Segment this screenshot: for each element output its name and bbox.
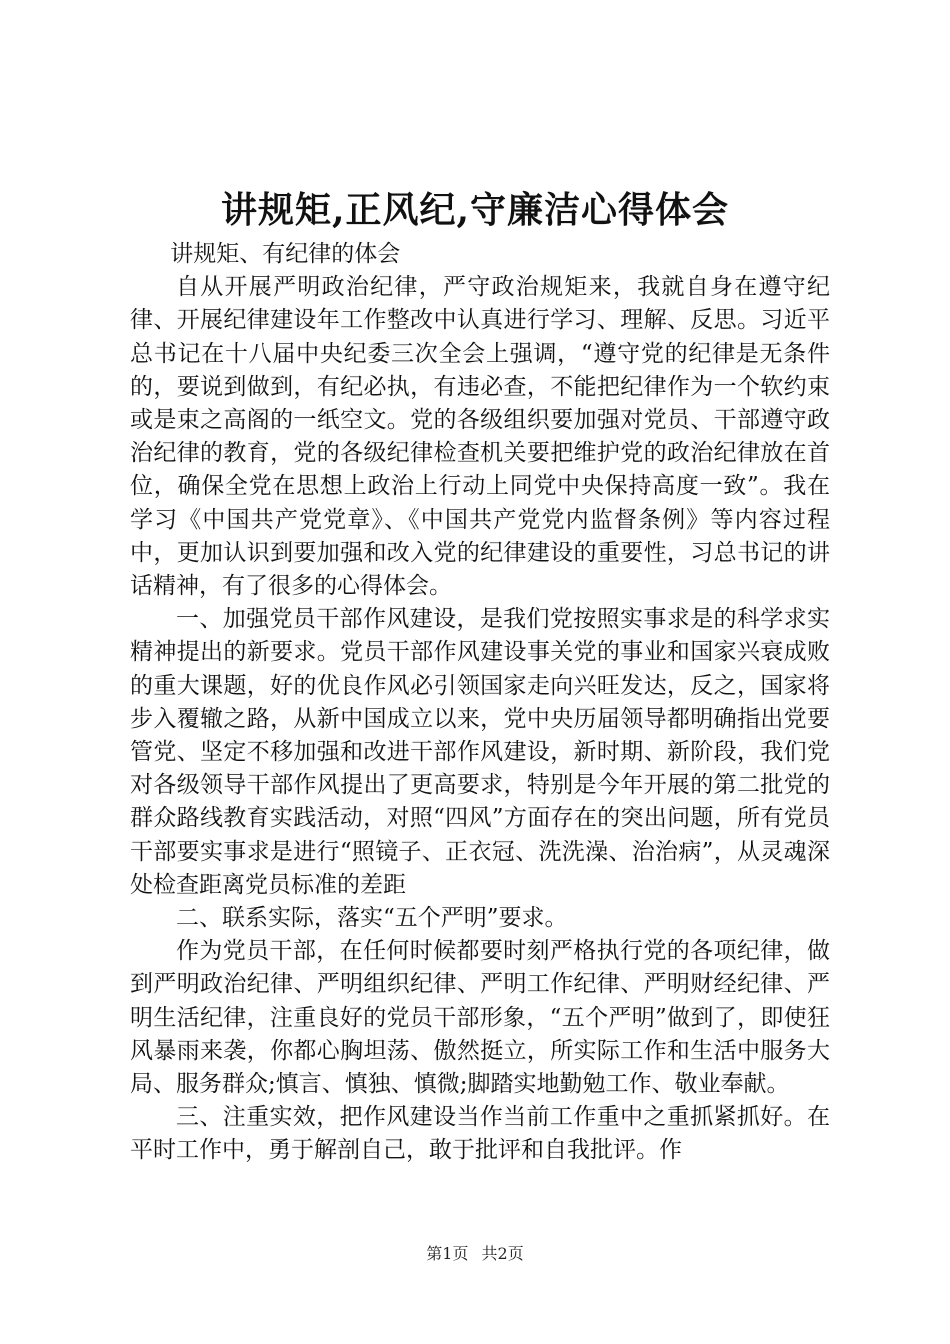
paragraph-section-2-heading: 二、联系实际，落实“五个严明”要求。: [176, 905, 568, 932]
document-body: [130, 238, 830, 1168]
paragraph-section-3: 三、注重实效，把作风建设当作当前工作重中之重抓紧抓好。在平时工作中，勇于解剖自己，敢于批评和自我批评。作: [130, 1104, 830, 1164]
page-total: 共2页: [481, 1244, 524, 1263]
paragraph-section-1: 一、加强党员干部作风建设，是我们党按照实事求是的科学求实精神提出的新要求。党员干部作风建设事关党的事业和国家兴衰成败的重大课题，好的优良作风必引领国家走向兴旺发达，反之，国家将步入覆辙之路，从新中国成立以来，党中央历届领导都明确指出党要管党、坚定不移加强和改进干部作风建设，新时期、新阶段，我们党对各级领导干部作风提出了更高要求，特别是今年开展的第二批党的群众路线教育实践活动，对照“四风”方面存在的突出问题，所有党员干部要实事求是进行“照镜子、正衣冠、洗洗澡、治治病”，从灵魂深处检查距离党员标准的差距: [130, 606, 830, 898]
document-title: 讲规矩,正风纪,守廉洁心得体会: [220, 189, 730, 231]
paragraph-section-2-body: 作为党员干部，在任何时候都要时刻严格执行党的各项纪律，做到严明政治纪律、严明组织纪律、严明工作纪律、严明财经纪律、严明生活纪律，注重良好的党员干部形象，“五个严明”做到了，即使狂风暴雨来袭，你都心胸坦荡、傲然挺立，所实际工作和生活中服务大局、服务群众;慎言、慎独、慎微;脚踏实地勤勉工作、敬业奉献。: [130, 938, 830, 1098]
page-number: 第1页: [426, 1244, 469, 1263]
document-subtitle: 讲规矩、有纪律的体会: [170, 241, 401, 267]
page-footer: [0, 1244, 950, 1264]
paragraph-intro: 自从开展严明政治纪律，严守政治规矩来，我就自身在遵守纪律、开展纪律建设年工作整改中认真进行学习、理解、反思。习近平总书记在十八届中央纪委三次全会上强调，“遵守党的纪律是无条件的，要说到做到，有纪必执，有违必查，不能把纪律作为一个软约束或是束之高阁的一纸空文。党的各级组织要加强对党员、干部遵守政治纪律的教育，党的各级纪律检查机关要把维护党的政治纪律放在首位，确保全党在思想上政治上行动上同党中央保持高度一致”。我在学习《中国共产党党章》、《中国共产党党内监督条例》等内容过程中，更加认识到要加强和改入党的纪律建设的重要性，习总书记的讲话精神，有了很多的心得体会。: [130, 274, 830, 600]
